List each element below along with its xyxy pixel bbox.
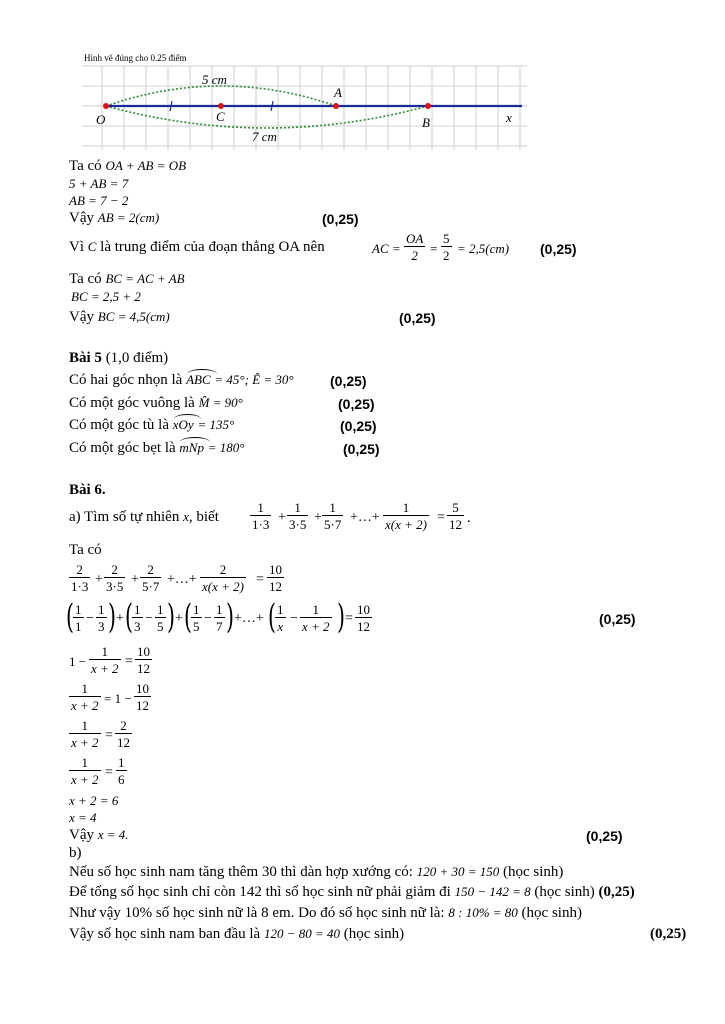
paren: ) xyxy=(108,597,116,637)
b4-line8: Vậy BC = 4,5(cm) xyxy=(69,309,170,325)
t-frac-11: 1 7 xyxy=(216,602,223,634)
label-c: C xyxy=(216,109,225,124)
bai5-row3: Có một góc tù là xOy = 135° xyxy=(69,418,234,433)
e3-frac: 1 x + 2 xyxy=(71,718,99,750)
bai5-score-4: (0,25) xyxy=(343,441,380,457)
e4-frac: 1 x + 2 xyxy=(71,755,99,787)
bai5-row2: Có một góc vuông là M̂ = 90° xyxy=(69,395,243,411)
part-b-label: b) xyxy=(69,845,82,861)
e2-frac-r: 10 12 xyxy=(136,681,149,713)
q-frac1: 1 1·3 xyxy=(252,500,270,532)
bai5-row1: Có hai góc nhọn là ABC = 45°; Ê = 30° xyxy=(69,373,294,388)
e1-frac-r: 10 12 xyxy=(137,644,150,676)
e5: x + 2 = 6 xyxy=(69,793,119,808)
label-7cm: 7 cm xyxy=(252,129,277,144)
t-minus-2: − xyxy=(145,611,153,626)
bai5-score-3: (0,25) xyxy=(340,418,377,434)
e4-eq: = xyxy=(105,765,113,780)
bai5-score-2: (0,25) xyxy=(338,396,375,412)
t-minus-1: − xyxy=(86,611,94,626)
q-frac4: 1 x(x + 2) xyxy=(385,500,427,532)
t-frac-7: 1 5 xyxy=(157,602,164,634)
t-frac-x: 1 x xyxy=(277,602,284,634)
arc-7cm xyxy=(106,106,428,128)
label-b: B xyxy=(422,115,430,130)
paren: ( xyxy=(184,597,192,637)
bai6-score-4: (0,25) xyxy=(650,926,687,942)
bai6-tacoe: Ta có xyxy=(69,542,102,558)
t-frac-r: 10 12 xyxy=(357,602,370,634)
q-period: . xyxy=(467,510,471,526)
s1-frac3: 2 5·7 xyxy=(142,562,160,594)
b4-line4: Vậy AB = 2(cm) xyxy=(69,210,160,226)
b4-line6: Ta có BC = AC + AB xyxy=(69,271,185,287)
t-dots: +…+ xyxy=(234,611,264,626)
s1-plus2: + xyxy=(131,572,139,587)
bai6-question-text: a) Tìm số tự nhiên x, biết xyxy=(69,509,219,525)
a-conclusion: Vậy x = 4. xyxy=(69,827,129,843)
t-frac-9: 1 5 xyxy=(193,602,200,634)
s1-frac2: 2 3·5 xyxy=(106,562,124,594)
q-dots: +…+ xyxy=(350,510,380,525)
b4-line7: BC = 2,5 + 2 xyxy=(71,289,141,304)
point-o-dot xyxy=(103,103,109,109)
e4-frac-r: 1 6 xyxy=(118,755,125,787)
s1-frac1: 2 1·3 xyxy=(71,562,89,594)
q-frac5: 5 12 xyxy=(449,500,462,532)
label-5cm: 5 cm xyxy=(202,72,227,87)
b4-line1: Ta có OA + AB = OB xyxy=(69,158,187,174)
e1-eq: = xyxy=(125,654,133,669)
q-plus2: + xyxy=(314,510,322,525)
b4-ac: AC = xyxy=(372,241,401,256)
s1-eq: = xyxy=(256,572,264,587)
t-frac-1: 1 1 xyxy=(75,602,82,634)
frac-oa-2: OA 2 xyxy=(406,231,424,263)
q-frac3: 1 5·7 xyxy=(324,500,342,532)
t-plus-2: + xyxy=(175,611,183,626)
s1-frac5: 10 12 xyxy=(269,562,282,594)
e6: x = 4 xyxy=(69,810,97,825)
bai5-score-1: (0,25) xyxy=(330,373,367,389)
b-line2: Để tổng số học sinh chỉ còn 142 thì số học sinh nữ phải giảm đi 150 − 142 = 8 (học sinh) (0,25) xyxy=(69,884,635,900)
bai6-score-1: (0,25) xyxy=(599,611,636,627)
b4-line5-text: Vì C là trung điểm của đoạn thẳng OA nên xyxy=(69,239,325,255)
segment-figure xyxy=(0,0,725,160)
e1-frac: 1 x + 2 xyxy=(91,644,119,676)
point-a-dot xyxy=(333,103,339,109)
b-line3: Như vậy 10% số học sinh nữ là 8 em. Do đó số học sinh nữ là: 8 : 10% = 80 (học sinh) xyxy=(69,905,582,921)
t-minus-3: − xyxy=(204,611,212,626)
b4-eq: = xyxy=(430,241,438,256)
t-frac-x2: 1 x + 2 xyxy=(302,602,330,634)
s1-plus1: + xyxy=(95,572,103,587)
bai6-score-2: (0,25) xyxy=(586,828,623,844)
paren: ( xyxy=(66,597,74,637)
e3-frac-r: 2 12 xyxy=(117,718,130,750)
b4-score-1: (0,25) xyxy=(322,211,359,227)
e2-frac: 1 x + 2 xyxy=(71,681,99,713)
t-eq: = xyxy=(345,611,353,626)
e2-eq: = 1 − xyxy=(104,691,132,706)
paren: ( xyxy=(125,597,133,637)
s1-frac4: 2 x(x + 2) xyxy=(202,562,244,594)
figure-caption: Hình vẽ đúng cho 0.25 điểm xyxy=(84,53,187,63)
label-o: O xyxy=(96,112,106,127)
point-b-dot xyxy=(425,103,431,109)
paren: ( xyxy=(268,597,276,637)
paren: ) xyxy=(226,597,234,637)
b4-line3: AB = 7 − 2 xyxy=(69,193,129,208)
b-line1: Nếu số học sinh nam tăng thêm 30 thì dàn hợp xướng có: 120 + 30 = 150 (học sinh) xyxy=(69,864,564,880)
b4-score-2: (0,25) xyxy=(540,241,577,257)
t-minus-4: − xyxy=(290,611,298,626)
label-a: A xyxy=(334,85,342,100)
figure-grid xyxy=(82,66,527,150)
q-eq: = xyxy=(437,510,445,525)
t-frac-3: 1 3 xyxy=(98,602,105,634)
paren: ) xyxy=(337,597,345,637)
label-x: x xyxy=(506,110,512,125)
b4-res: = 2,5(cm) xyxy=(457,241,510,256)
e3-eq: = xyxy=(105,728,113,743)
q-frac2: 1 3·5 xyxy=(289,500,307,532)
s1-dots: +…+ xyxy=(167,572,197,587)
paren: ) xyxy=(167,597,175,637)
b4-line2: 5 + AB = 7 xyxy=(69,176,129,191)
bai5-row4: Có một góc bẹt là mNp = 180° xyxy=(69,441,244,456)
b-line4: Vậy số học sinh nam ban đầu là 120 − 80 = 40 (học sinh) xyxy=(69,926,405,942)
frac-5-2: 5 2 xyxy=(443,231,450,263)
bai6-heading: Bài 6. xyxy=(69,482,106,498)
e1-one-minus: 1 − xyxy=(69,654,87,669)
b4-score-3: (0,25) xyxy=(399,310,436,326)
t-frac-5: 1 3 xyxy=(134,602,141,634)
q-plus1: + xyxy=(278,510,286,525)
bai5-heading: Bài 5 (1,0 điểm) xyxy=(69,350,169,366)
t-plus-1: + xyxy=(116,611,124,626)
